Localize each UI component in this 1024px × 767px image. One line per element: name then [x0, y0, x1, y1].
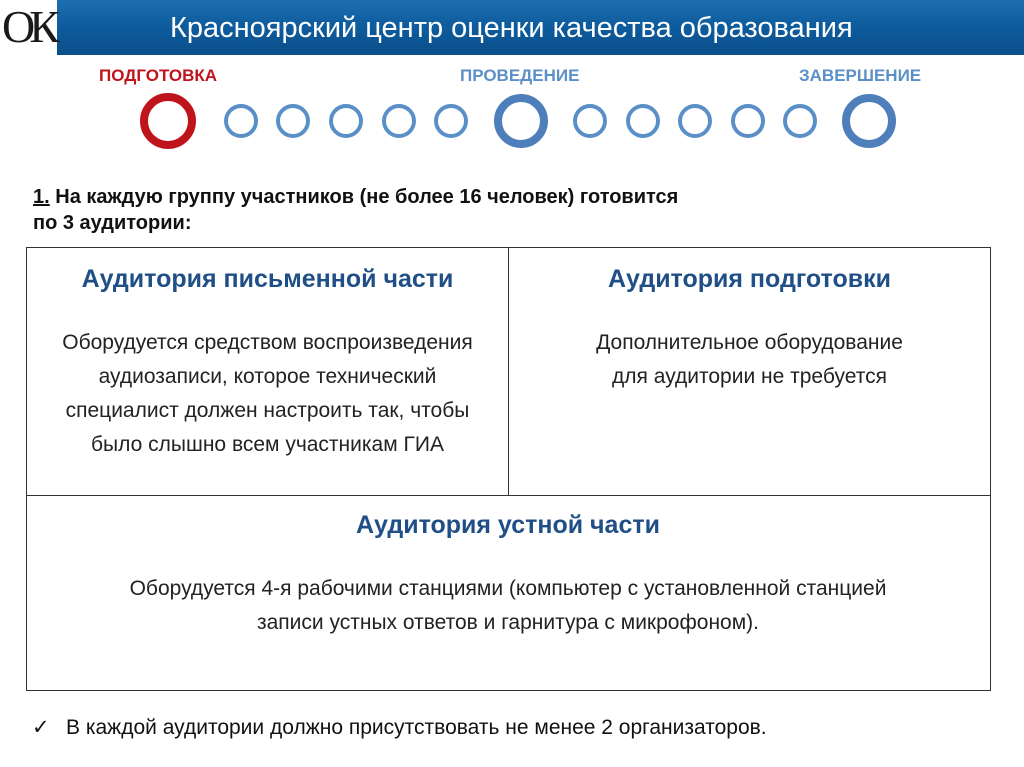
- written-auditorium-body: Оборудуется средством воспроизведения аудиозаписи, которое технический специалист должен настроить так, чтобы было слышно всем участникам ГИА: [62, 331, 473, 456]
- oral-auditorium-title: Аудитория устной части: [356, 511, 660, 539]
- written-auditorium-title: Аудитория письменной части: [81, 265, 454, 293]
- step-marker: [678, 104, 712, 138]
- oral-auditorium-body: Оборудуется 4-я рабочими станциями (компьютер с установленной станцией записи устных ответов и гарнитура с микрофоном).: [129, 577, 887, 634]
- intro-number: 1.: [33, 186, 50, 208]
- step-marker: [276, 104, 310, 138]
- intro-line2: по 3 аудитории:: [33, 212, 192, 234]
- cell-oral-auditorium: [27, 496, 989, 689]
- step-marker: [626, 104, 660, 138]
- step-conduct-marker: [494, 94, 548, 148]
- step-marker: [731, 104, 765, 138]
- organizers-note-text: В каждой аудитории должно присутствовать не менее 2 организаторов.: [66, 716, 767, 739]
- step-marker: [783, 104, 817, 138]
- auditoriums-table: [26, 247, 991, 691]
- stage-label-completion: ЗАВЕРШЕНИЕ: [799, 66, 922, 85]
- organizers-note: [32, 714, 767, 742]
- stage-label-conduct: ПРОВЕДЕНИЕ: [460, 66, 580, 85]
- step-preparation-marker: [140, 93, 196, 149]
- step-completion-marker: [842, 94, 896, 148]
- step-marker: [382, 104, 416, 138]
- progress-stepper: [0, 88, 1024, 156]
- logo: [0, 0, 57, 55]
- check-icon: ✓: [32, 716, 50, 739]
- step-marker: [434, 104, 468, 138]
- preparation-auditorium-body: Дополнительное оборудование для аудитории не требуется: [596, 331, 903, 388]
- preparation-auditorium-title: Аудитория подготовки: [607, 265, 891, 293]
- step-marker: [329, 104, 363, 138]
- step-marker: [224, 104, 258, 138]
- intro-line1: На каждую группу участников (не более 16 человек) готовится: [49, 186, 679, 208]
- logo-mark: ОК: [2, 1, 54, 52]
- cell-preparation-auditorium: [509, 248, 990, 496]
- header-bar: [0, 0, 1024, 55]
- step-marker: [573, 104, 607, 138]
- page-title: Красноярский центр оценки качества образования: [170, 12, 853, 44]
- cell-written-auditorium: [27, 248, 509, 496]
- stage-label-preparation: ПОДГОТОВКА: [99, 66, 218, 85]
- intro-text: [33, 184, 933, 236]
